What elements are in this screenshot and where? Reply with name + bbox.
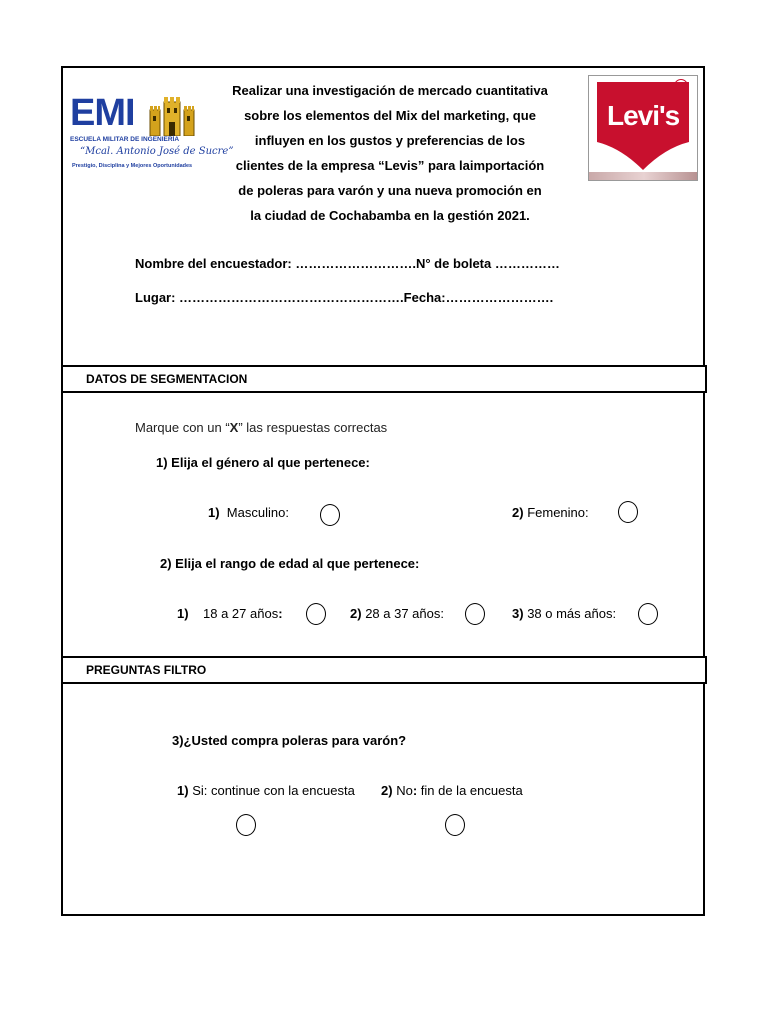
option-number: 3) [512,606,524,621]
levis-photo-strip [589,172,698,181]
emi-acronym: EMI [70,92,135,134]
option-number: 1) [177,783,189,798]
option-38-plus [512,606,616,621]
radio-38-plus[interactable] [638,603,658,625]
option-label: 38 o más años: [527,606,617,621]
section-header-segmentacion: DATOS DE SEGMENTACION [61,365,707,393]
question-1-label: 1) Elija el género al que pertenece: [156,455,370,470]
option-label: Masculino: [226,505,289,520]
option-number: 1) [208,505,220,520]
option-label: Femenino: [527,505,589,520]
option-number: 2) [381,783,393,798]
emi-school-name: ESCUELA MILITAR DE INGENIERÍA [70,136,180,143]
instructions [135,420,387,435]
emi-patron: “Mcal. Antonio José de Sucre” [80,146,234,157]
option-number: 2) [350,606,362,621]
option-femenino [512,505,589,520]
registered-mark [674,79,688,93]
option-suffix: : [278,606,283,621]
option-number: 1) [177,606,189,621]
option-label: 18 a 27 años [203,606,279,621]
option-label-prefix: No [396,783,413,798]
option-18-27 [177,606,283,621]
radio-28-37[interactable] [465,603,485,625]
emi-logo [70,92,234,176]
emi-motto: Prestigio, Disciplina y Mejores Oportunidades [72,163,193,169]
radio-femenino[interactable] [618,501,638,523]
option-label: 28 a 37 años: [365,606,444,621]
instruction-text-start: Marque con un “ [135,420,230,435]
title-line: influyen en los gustos y preferencias de los [254,133,526,148]
question-3-label: 3)¿Usted compra poleras para varón? [172,733,407,748]
option-si [177,783,355,798]
radio-18-27[interactable] [306,603,326,625]
encuestador-field[interactable]: Nombre del encuestador: ……………………….N° de boleta …………… [135,256,560,271]
option-label: Si: continue con la encuesta [192,783,355,798]
registered-mark-letter: R [678,81,684,90]
option-number: 2) [512,505,524,520]
radio-no[interactable] [445,814,465,836]
levis-wordmark: Levi's [607,100,680,131]
title-line: Realizar una investigación de mercado cuantitativa [232,83,548,98]
option-no [381,783,523,798]
instruction-text-end: ” las respuestas correctas [238,420,388,435]
option-label: fin de la encuesta [417,783,523,798]
castle-icon [148,96,196,136]
option-colon: : [412,783,418,798]
title-line: clientes de la empresa “Levis” para laimportación [235,158,545,173]
lugar-fecha-field[interactable]: Lugar: …………………………………………….Fecha:……………………. [135,290,554,305]
option-masculino [208,505,289,520]
question-2-label: 2) Elija el rango de edad al que pertenece: [160,556,420,571]
radio-si[interactable] [236,814,256,836]
levis-logo [588,75,698,181]
option-28-37 [350,606,444,621]
title-line: sobre los elementos del Mix del marketing, que [244,108,536,123]
section-header-preguntas-filtro: PREGUNTAS FILTRO [61,656,707,684]
instruction-x-mark: X [229,420,239,435]
radio-masculino[interactable] [320,504,340,526]
title-line: la ciudad de Cochabamba en la gestión 2021. [250,208,530,223]
title-line: de poleras para varón y una nueva promoción en [238,183,542,198]
